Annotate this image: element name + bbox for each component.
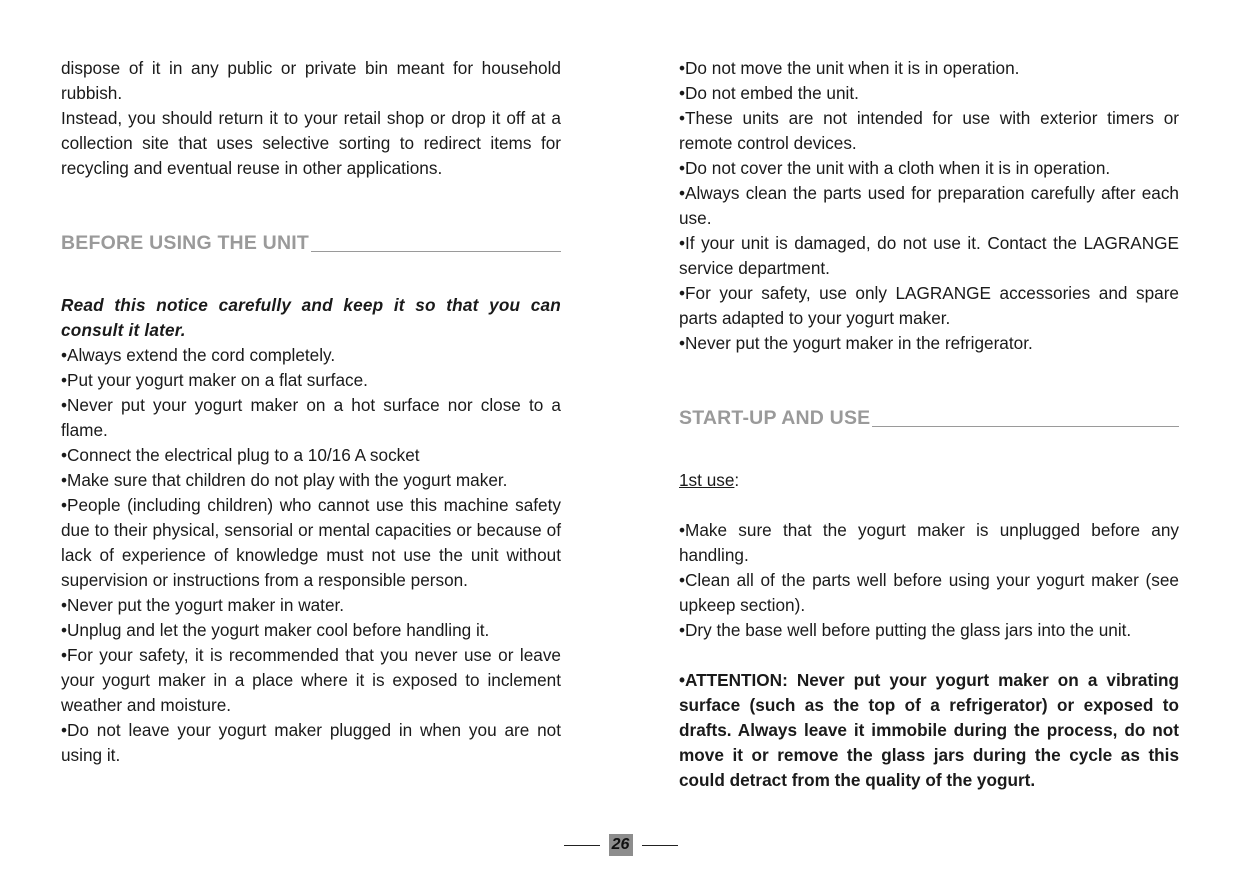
list-item: •Do not leave your yogurt maker plugged in when you are not using it.: [61, 720, 561, 765]
section-heading-text: START-UP AND USE: [679, 407, 871, 429]
list-item: •Never put the yogurt maker in the refrigerator.: [679, 333, 1033, 353]
list-item: •These units are not intended for use with exterior timers or remote control devices.: [679, 108, 1179, 153]
right-column: [679, 56, 1179, 793]
list-item: •If your unit is damaged, do not use it. Contact the LAGRANGE service department.: [679, 233, 1179, 278]
first-use-label-text: 1st use: [679, 470, 735, 490]
footer-rule-right: [642, 845, 678, 846]
list-item: •Do not cover the unit with a cloth when it is in operation.: [679, 158, 1111, 178]
list-item: •Dry the base well before putting the glass jars into the unit.: [679, 620, 1132, 640]
list-item: •Never put your yogurt maker on a hot surface nor close to a flame.: [61, 395, 561, 440]
first-use-colon: :: [734, 470, 740, 490]
page-number: 26: [609, 834, 633, 856]
list-item: •Always extend the cord completely.: [61, 345, 336, 365]
section-heading-before-using: [61, 231, 561, 256]
list-item: •Make sure that children do not play with the yogurt maker.: [61, 470, 508, 490]
list-item: •Connect the electrical plug to a 10/16 A socket: [61, 445, 420, 465]
list-item: •Never put the yogurt maker in water.: [61, 595, 345, 615]
list-item: •Make sure that the yogurt maker is unplugged before any handling.: [679, 520, 1179, 565]
list-item: •For your safety, use only LAGRANGE accessories and spare parts adapted to your yogurt maker.: [679, 283, 1179, 328]
intro-paragraph: Instead, you should return it to your retail shop or drop it off at a collection site that uses selective sorting to redirect items for recycling and eventual reuse in other applications.: [61, 108, 561, 178]
list-item: •Do not embed the unit.: [679, 83, 859, 103]
list-item: •Unplug and let the yogurt maker cool before handling it.: [61, 620, 490, 640]
heading-rule: [872, 426, 1179, 427]
list-item: •Put your yogurt maker on a flat surface.: [61, 370, 368, 390]
left-column: [61, 56, 561, 768]
intro-paragraph: dispose of it in any public or private bin meant for household rubbish.: [61, 58, 561, 103]
section-heading-start-up: [679, 406, 1179, 431]
list-item: •People (including children) who cannot use this machine safety due to their physical, sensorial or mental capacities or because of lack of experience of knowledge must not use the unit without supervision or instructions from a responsible person.: [61, 495, 561, 590]
list-item: •Do not move the unit when it is in operation.: [679, 58, 1020, 78]
list-item: •For your safety, it is recommended that you never use or leave your yogurt maker in a place where it is exposed to inclement weather and moisture.: [61, 645, 561, 715]
lead-notice: Read this notice carefully and keep it so that you can consult it later.: [61, 295, 561, 340]
section-heading-text: BEFORE USING THE UNIT: [61, 232, 309, 254]
list-item: •Clean all of the parts well before using your yogurt maker (see upkeep section).: [679, 570, 1179, 615]
footer-rule-left: [564, 845, 600, 846]
heading-rule: [311, 251, 561, 252]
attention-notice: •ATTENTION: Never put your yogurt maker on a vibrating surface (such as the top of a refrigerator) or exposed to drafts. Always leave it immobile during the process, do not move it or remove the glass jars during the cycle as this could detract from the quality of the yogurt.: [679, 670, 1179, 790]
page-footer: [0, 833, 1241, 857]
first-use-label: [679, 468, 1179, 493]
list-item: •Always clean the parts used for preparation carefully after each use.: [679, 183, 1179, 228]
